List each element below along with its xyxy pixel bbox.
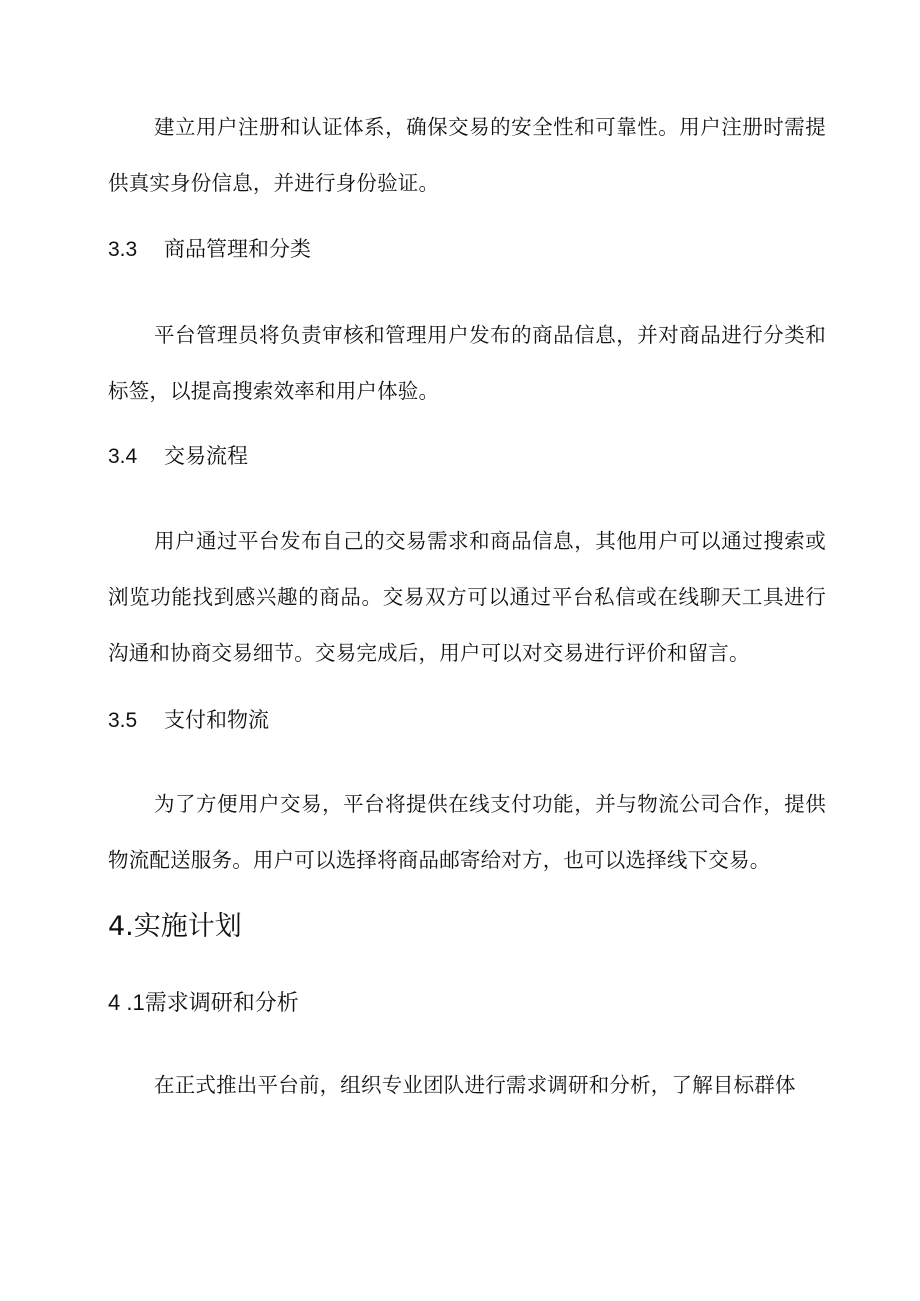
section-title: 交易流程 [164,444,248,468]
chapter-heading-4: 4.实施计划 [108,911,242,942]
paragraph-user-authentication: 建立用户注册和认证体系，确保交易的安全性和可靠性。用户注册时需提供真实身份信息，并进行身份验证。 [108,115,826,195]
section-heading-3-4 [108,441,248,472]
section-number: 3.4 [108,445,138,468]
section-heading-3-3 [108,234,311,265]
paragraph-requirements-research: 在正式推出平台前，组织专业团队进行需求调研和分析，了解目标群体 [154,1073,796,1097]
paragraph-product-management: 平台管理员将负责审核和管理用户发布的商品信息，并对商品进行分类和标签，以提高搜索效率和用户体验。 [108,323,826,403]
section-title: 商品管理和分类 [164,237,311,261]
section-number: 3.3 [108,238,138,261]
section-number: 3.5 [108,709,138,732]
section-heading-4-1 [108,988,299,1019]
section-number: 4 .1 [108,990,145,1015]
section-title: 支付和物流 [164,708,269,732]
paragraph-payment-logistics: 为了方便用户交易，平台将提供在线支付功能，并与物流公司合作，提供物流配送服务。用户可以选择将商品邮寄给对方，也可以选择线下交易。 [108,792,826,872]
section-heading-3-5 [108,705,269,736]
section-title: 需求调研和分析 [144,991,299,1016]
paragraph-trading-process: 用户通过平台发布自己的交易需求和商品信息，其他用户可以通过搜索或浏览功能找到感兴趣的商品。交易双方可以通过平台私信或在线聊天工具进行沟通和协商交易细节。交易完成后，用户可以对交易进行评价和留言。 [108,529,826,665]
